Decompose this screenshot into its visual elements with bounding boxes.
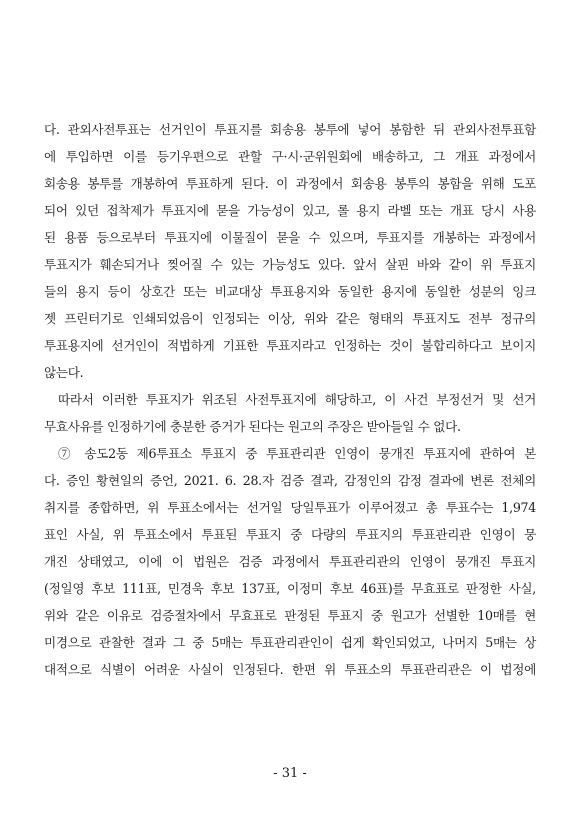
text-line: (정일영 후보 111표, 민경욱 후보 137표, 이정미 후보 46표)를 무효표로 판정한 사실, (44, 581, 536, 596)
text-line: 들의 용지 등이 상호간 또는 비교대상 투표용지와 동일한 용지에 동일한 성분의 잉크 (44, 284, 536, 299)
text-line: 미경으로 관찰한 결과 그 중 5매는 투표관리관인이 쉽게 확인되었고, 나머지 5매는 상 (44, 635, 536, 650)
text-line: 에 투입하면 이를 등기우편으로 관할 구·시·군위원회에 배송하고, 그 개표 과정에서 (44, 149, 536, 164)
text-line: 회송용 봉투를 개봉하여 투표하게 된다. 이 과정에서 회송용 봉투의 봉함을 위해 도포 (44, 176, 536, 191)
text-line: ⑦ 송도2동 제6투표소 투표지 중 투표관리관 인영이 뭉개진 투표지에 관하여 본 (58, 446, 536, 461)
text-line: 개진 상태였고, 이에 이 법원은 검증 과정에서 투표관리관의 인영이 뭉개진 투표지 (44, 554, 536, 569)
page-number: - 31 - (273, 766, 307, 781)
text-line: 않는다. (44, 365, 84, 380)
text-line: 되어 있던 접착제가 투표지에 묻을 가능성이 있고, 롤 용지 라벨 또는 개표 당시 사용 (44, 203, 536, 218)
text-line: 된 용품 등으로부터 투표지에 이물질이 묻을 수 있으며, 투표지를 개봉하는 과정에서 (44, 230, 536, 245)
text-line: 취지를 종합하면, 위 투표소에서는 선거일 당일투표가 이루어졌고 총 투표수는 1,974 (44, 500, 536, 515)
text-line: 다. 증인 황현일의 증언, 2021. 6. 28.자 검증 결과, 감정인의 감정 결과에 변론 전체의 (44, 473, 536, 488)
text-line: 다. 관외사전투표는 선거인이 투표지를 회송용 봉투에 넣어 봉함한 뒤 관외사전투표함 (44, 122, 536, 137)
text-line: 투표지가 훼손되거나 찢어질 수 있는 가능성도 있다. 앞서 살핀 바와 같이 위 투표지 (44, 257, 536, 272)
document-body (44, 116, 536, 683)
text-line: 젯 프린터기로 인쇄되었음이 인정되는 이상, 위와 같은 형태의 투표지도 전부 정규의 (44, 311, 536, 326)
text-line: 무효사유를 인정하기에 충분한 증거가 된다는 원고의 주장은 받아들일 수 없다. (44, 419, 461, 434)
text-line: 위와 같은 이유로 검증절차에서 무효표로 판정된 투표지 중 원고가 선별한 10매를 현 (44, 608, 536, 623)
text-line: 대적으로 식별이 어려운 사실이 인정된다. 한편 위 투표소의 투표관리관은 이 법정에 (44, 662, 536, 677)
text-line: 따라서 이러한 투표지가 위조된 사전투표지에 해당하고, 이 사건 부정선거 및 선거 (58, 392, 536, 407)
text-line: 표인 사실, 위 투표소에서 투표된 투표지 중 다량의 투표지의 투표관리관 인영이 뭉 (44, 527, 536, 542)
text-line: 투표용지에 선거인이 적법하게 기표한 투표지라고 인정하는 것이 불합리하다고 보이지 (44, 338, 536, 353)
